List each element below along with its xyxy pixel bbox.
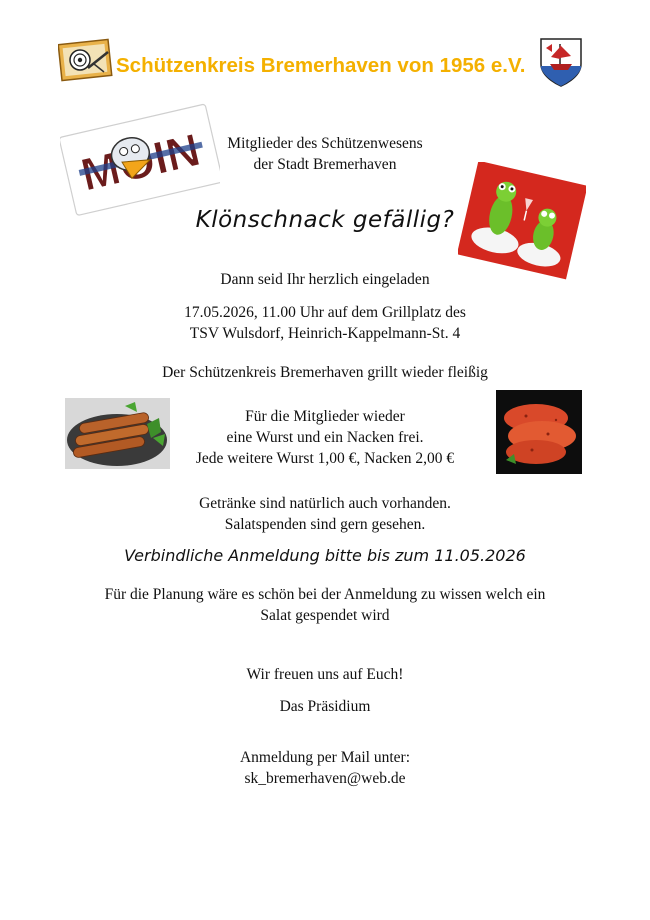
contact-block [150,747,500,789]
intro-line-2: der Stadt Bremerhaven [253,156,397,173]
org-title: Schützenkreis Bremerhaven von 1956 e.V. [116,54,526,77]
intro-line-1: Mitglieder des Schützenwesens [227,135,423,152]
contact-email[interactable]: sk_bremerhaven@web.de [244,770,406,787]
invite-text: Dann seid Ihr herzlich eingeladen [220,271,430,288]
offer-line-1: Für die Mitglieder wieder [245,408,405,425]
planning-line-2: Salat gespendet wird [260,607,390,624]
intro-text [190,133,460,175]
sausages-image [65,398,170,469]
drinks-text [120,493,530,535]
org-logo-left [58,38,114,82]
planning-text [40,584,610,626]
offer-text [170,406,480,469]
pork-image [496,390,582,474]
frogs-image [458,162,586,280]
grilled-sausages-icon [65,398,170,469]
closing-signature: Das Präsidium [279,698,371,715]
offer-line-3: Jede weitere Wurst 1,00 €, Nacken 2,00 € [195,450,455,467]
planning-line-1: Für die Planung wäre es schön bei der Anmeldung zu wissen welch ein [104,586,546,603]
drinks-line-2: Salatspenden sind gern gesehen. [224,516,426,533]
toy-frogs-with-wine-icon [458,162,586,280]
org-logo-right [538,36,584,88]
event-line-2: TSV Wulsdorf, Heinrich-Kappelmann-St. 4 [189,325,461,342]
headline: Klönschnack gefällig? [195,207,455,233]
marinated-pork-neck-icon [496,390,582,474]
event-line-1: 17.05.2026, 11.00 Uhr auf dem Grillplatz des [184,304,466,321]
closing-greeting: Wir freuen uns auf Euch! [246,666,404,683]
registration-deadline: Verbindliche Anmeldung bitte bis zum 11.05.2026 [124,546,526,565]
contact-label: Anmeldung per Mail unter: [239,749,411,766]
event-details [100,302,550,344]
shooting-target-logo-icon [58,38,114,82]
drinks-line-1: Getränke sind natürlich auch vorhanden. [199,495,451,512]
grill-notice: Der Schützenkreis Bremerhaven grillt wieder fleißig [162,364,488,381]
offer-line-2: eine Wurst und ein Nacken frei. [226,429,424,446]
bremerhaven-coat-of-arms-icon [538,36,584,88]
